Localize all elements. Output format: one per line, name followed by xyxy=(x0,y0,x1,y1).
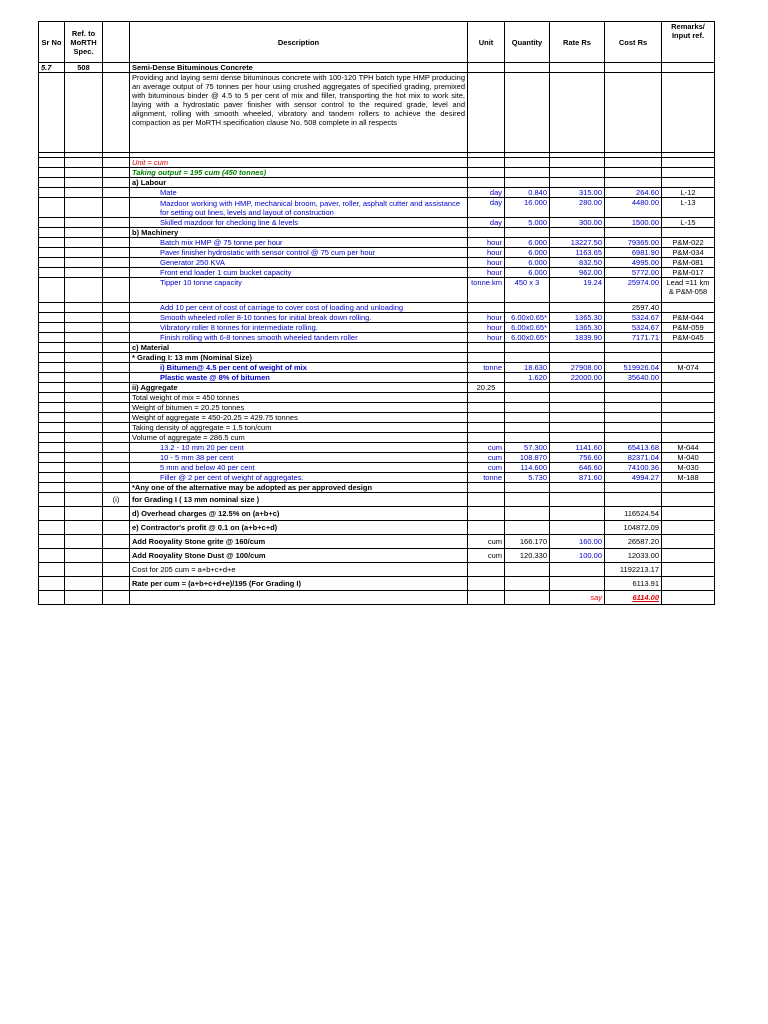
machinery-heading: b) Machinery xyxy=(130,228,468,238)
summary-roman: (i) xyxy=(103,493,130,507)
grading-summary: for Grading I ( 13 mm nominal size ) xyxy=(130,493,468,507)
machinery-cost: 2597.40 xyxy=(605,303,662,313)
aggregate-note: Weight of bitumen = 20.25 tonnes xyxy=(130,403,468,413)
plastic-ref xyxy=(662,373,715,383)
aggregate-ref: M-188 xyxy=(662,473,715,483)
machinery-rate: 962.00 xyxy=(550,268,605,278)
royalty-dust-cost: 12033.00 xyxy=(605,549,662,563)
aggregate-ref: M-044 xyxy=(662,443,715,453)
cost-for-label: Cost for 205 cum = a+b+c+d+e xyxy=(130,563,468,577)
machinery-desc: Add 10 per cent of cost of carriage to cover cost of loading and unloading xyxy=(130,303,468,313)
machinery-ref: Lead =11 km & P&M-058 xyxy=(662,278,715,303)
aggregate-qty: 108.870 xyxy=(505,453,550,463)
aggregate-desc: 13.2 - 10 mm 20 per cent xyxy=(130,443,468,453)
aggregate-heading-row xyxy=(39,383,715,393)
plastic-desc: Plastic waste @ 8% of bitumen xyxy=(130,373,468,383)
table-row xyxy=(39,303,715,313)
royalty-dust-row xyxy=(39,549,715,563)
machinery-cost: 7171.71 xyxy=(605,333,662,343)
machinery-desc: Generator 250 KVA xyxy=(130,258,468,268)
table-row xyxy=(39,443,715,453)
material-heading-row xyxy=(39,343,715,353)
aggregate-desc: 10 - 5 mm 38 per cent xyxy=(130,453,468,463)
machinery-unit: hour xyxy=(468,248,505,258)
overhead-cost: 116524.54 xyxy=(605,507,662,521)
machinery-cost: 4995.00 xyxy=(605,258,662,268)
labour-rate: 315.00 xyxy=(550,188,605,198)
labour-desc: Mazdoor working with HMP, mechanical broom, paver, roller, asphalt cutter and assistance for setting out lines, levels and layout of construction xyxy=(130,198,468,218)
machinery-cost: 25974.00 xyxy=(605,278,662,303)
machinery-unit: hour xyxy=(468,333,505,343)
aggregate-cost: 4994.27 xyxy=(605,473,662,483)
machinery-desc: Front end loader 1 cum bucket capacity xyxy=(130,268,468,278)
machinery-qty: 6.000 xyxy=(505,268,550,278)
machinery-qty: 6.000 xyxy=(505,238,550,248)
item-title-row xyxy=(39,63,715,73)
rate-per-cum-row xyxy=(39,577,715,591)
header-remarks: Remarks/ Input ref. xyxy=(662,22,715,63)
rate-per-cum-label: Rate per cum = (a+b+c+d+e)/195 (For Grading I) xyxy=(130,577,468,591)
grading-row xyxy=(39,353,715,363)
aggregate-unit: tonne xyxy=(468,473,505,483)
table-row xyxy=(39,258,715,268)
royalty-dust-label: Add Rooyality Stone Dust @ 100/cum xyxy=(130,549,468,563)
aggregate-note: Taking density of aggregate = 1.5 ton/cum xyxy=(130,423,468,433)
overhead-row xyxy=(39,507,715,521)
header-ref: Ref. to MoRTH Spec. xyxy=(65,22,103,63)
machinery-qty xyxy=(505,303,550,313)
say-value: 6114.00 xyxy=(605,591,662,605)
bitumen-rate: 27908.00 xyxy=(550,363,605,373)
table-row xyxy=(39,373,715,383)
item-title: Semi-Dense Bituminous Concrete xyxy=(130,63,468,73)
table-row xyxy=(39,278,715,303)
machinery-cost: 5324.67 xyxy=(605,323,662,333)
machinery-qty: 6.000 xyxy=(505,248,550,258)
table-row xyxy=(39,248,715,258)
machinery-rate: 832.50 xyxy=(550,258,605,268)
material-heading: c) Material xyxy=(130,343,468,353)
rate-analysis-sheet xyxy=(38,21,714,605)
labour-qty: 0.840 xyxy=(505,188,550,198)
machinery-desc: Batch mix HMP @ 75 tonne per hour xyxy=(130,238,468,248)
machinery-rate: 13227.50 xyxy=(550,238,605,248)
royalty-grit-cost: 26587.20 xyxy=(605,535,662,549)
labour-qty: 16.000 xyxy=(505,198,550,218)
table-row xyxy=(39,188,715,198)
machinery-qty: 6.00x0.65* xyxy=(505,323,550,333)
labour-ref: L-12 xyxy=(662,188,715,198)
note-row xyxy=(39,403,715,413)
aggregate-qty: 5.730 xyxy=(505,473,550,483)
say-label: say xyxy=(550,591,605,605)
machinery-rate: 1365.30 xyxy=(550,323,605,333)
table-row xyxy=(39,453,715,463)
machinery-unit: hour xyxy=(468,313,505,323)
grading-summary-row xyxy=(39,493,715,507)
cost-for-row xyxy=(39,563,715,577)
profit-row xyxy=(39,521,715,535)
machinery-ref xyxy=(662,303,715,313)
machinery-ref: P&M-017 xyxy=(662,268,715,278)
aggregate-rate: 1141.60 xyxy=(550,443,605,453)
table-row xyxy=(39,313,715,323)
plastic-qty: 1.620 xyxy=(505,373,550,383)
labour-unit: day xyxy=(468,218,505,228)
royalty-grit-label: Add Rooyality Stone grite @ 160/cum xyxy=(130,535,468,549)
machinery-rate: 1365.30 xyxy=(550,313,605,323)
item-specification: Providing and laying semi dense bituminous concrete with 100-120 TPH batch type HMP producing an average output of 75 tonnes per hour using crushed aggregates of specified grading, premixed with bituminous binder @ 4.5 to 5 per cent of mix and filler, transporting the hot mix to work site, laying with a hydrostatic paver finisher with sensor control to the required grade, level and alignment, rolling with smooth wheeled, vibratory and tandem rollers to achieve the desired compaction as per MoRTH specification clause No. 508 complete in all respects xyxy=(130,73,468,153)
labour-desc: Mate xyxy=(130,188,468,198)
machinery-qty: 450 x 3 xyxy=(505,278,550,303)
royalty-grit-unit: cum xyxy=(468,535,505,549)
machinery-ref: P&M-059 xyxy=(662,323,715,333)
aggregate-rate: 871.60 xyxy=(550,473,605,483)
rate-analysis-table xyxy=(38,21,715,605)
machinery-ref: P&M-044 xyxy=(662,313,715,323)
royalty-grit-row xyxy=(39,535,715,549)
header-cost: Cost Rs xyxy=(605,22,662,63)
machinery-cost: 6981.90 xyxy=(605,248,662,258)
aggregate-desc: Filler @ 2 per cent of weight of aggregates. xyxy=(130,473,468,483)
machinery-desc: Finish rolling with 6-8 tonnes smooth wheeled tandem roller xyxy=(130,333,468,343)
aggregate-note: Volume of aggregate = 286.5 cum xyxy=(130,433,468,443)
table-row xyxy=(39,198,715,218)
machinery-desc: Smooth wheeled roller 8-10 tonnes for initial break down rolling. xyxy=(130,313,468,323)
royalty-dust-rate: 100.00 xyxy=(550,549,605,563)
aggregate-unit: cum xyxy=(468,443,505,453)
labour-unit: day xyxy=(468,198,505,218)
bitumen-ref: M-074 xyxy=(662,363,715,373)
aggregate-note: Total weight of mix = 450 tonnes xyxy=(130,393,468,403)
table-row xyxy=(39,323,715,333)
royalty-grit-rate: 160.00 xyxy=(550,535,605,549)
note-row xyxy=(39,393,715,403)
machinery-rate xyxy=(550,303,605,313)
header-row xyxy=(39,22,715,63)
say-row xyxy=(39,591,715,605)
table-row xyxy=(39,473,715,483)
machinery-qty: 6.00x0.65* xyxy=(505,333,550,343)
note-row xyxy=(39,423,715,433)
machinery-desc: Paver finisher hydrostatic with sensor control @ 75 cum per hour xyxy=(130,248,468,258)
header-sr-no: Sr No xyxy=(39,22,65,63)
table-row xyxy=(39,268,715,278)
labour-rate: 300.00 xyxy=(550,218,605,228)
labour-qty: 5.000 xyxy=(505,218,550,228)
aggregate-rate: 646.60 xyxy=(550,463,605,473)
aggregate-cost: 74100.36 xyxy=(605,463,662,473)
aggregate-unit: cum xyxy=(468,463,505,473)
machinery-rate: 1163.65 xyxy=(550,248,605,258)
table-row xyxy=(39,333,715,343)
labour-heading-row xyxy=(39,178,715,188)
taking-output-row xyxy=(39,168,715,178)
machinery-unit xyxy=(468,303,505,313)
aggregate-qty: 114.600 xyxy=(505,463,550,473)
machinery-cost: 5772.00 xyxy=(605,268,662,278)
machinery-desc: Vibratory roller 8 tonnes for intermediate rolling. xyxy=(130,323,468,333)
labour-ref: L-15 xyxy=(662,218,715,228)
machinery-qty: 6.00x0.65* xyxy=(505,313,550,323)
machinery-unit: hour xyxy=(468,323,505,333)
unit-line: Unit = cum xyxy=(130,158,468,168)
machinery-rate: 19.24 xyxy=(550,278,605,303)
royalty-dust-unit: cum xyxy=(468,549,505,563)
rate-per-cum-value: 6113.91 xyxy=(605,577,662,591)
bitumen-cost: 519926.04 xyxy=(605,363,662,373)
table-row xyxy=(39,218,715,228)
header-unit: Unit xyxy=(468,22,505,63)
profit-label: e) Contractor's profit @ 0.1 on (a+b+c+d) xyxy=(130,521,468,535)
aggregate-cost: 82371.04 xyxy=(605,453,662,463)
unit-row xyxy=(39,158,715,168)
item-spec-row xyxy=(39,73,715,153)
machinery-cost: 79365.00 xyxy=(605,238,662,248)
plastic-rate: 22000.00 xyxy=(550,373,605,383)
table-row xyxy=(39,463,715,473)
table-row xyxy=(39,238,715,248)
machinery-ref: P&M-081 xyxy=(662,258,715,268)
aggregate-qty: 57.300 xyxy=(505,443,550,453)
machinery-cost: 5324.67 xyxy=(605,313,662,323)
labour-cost: 1500.00 xyxy=(605,218,662,228)
labour-cost: 264.60 xyxy=(605,188,662,198)
bitumen-desc: i) Bitumen@ 4.5 per cent of weight of mix xyxy=(130,363,468,373)
item-ref: 508 xyxy=(65,63,103,73)
royalty-dust-qty: 120.330 xyxy=(505,549,550,563)
aggregate-ref: M-040 xyxy=(662,453,715,463)
aggregate-ref: M-030 xyxy=(662,463,715,473)
labour-ref: L-13 xyxy=(662,198,715,218)
bitumen-unit: tonne xyxy=(468,363,505,373)
bitumen-qty: 18.630 xyxy=(505,363,550,373)
labour-rate: 280.00 xyxy=(550,198,605,218)
aggregate-cost: 65413.68 xyxy=(605,443,662,453)
plastic-cost: 35640.00 xyxy=(605,373,662,383)
aggregate-rate: 756.60 xyxy=(550,453,605,463)
machinery-ref: P&M-045 xyxy=(662,333,715,343)
header-description: Description xyxy=(130,22,468,63)
alternative-note: *Any one of the alternative may be adopted as per approved design xyxy=(130,483,468,493)
overhead-label: d) Overhead charges @ 12.5% on (a+b+c) xyxy=(130,507,468,521)
labour-cost: 4480.00 xyxy=(605,198,662,218)
note-row xyxy=(39,413,715,423)
machinery-unit: hour xyxy=(468,258,505,268)
header-rate: Rate Rs xyxy=(550,22,605,63)
machinery-unit: hour xyxy=(468,238,505,248)
taking-output: Taking output = 195 cum (450 tonnes) xyxy=(130,168,468,178)
aggregate-unit-value: 20.25 xyxy=(468,383,505,393)
labour-heading: a) Labour xyxy=(130,178,468,188)
grading-heading: * Grading I: 13 mm (Nominal Size) xyxy=(130,353,468,363)
table-row xyxy=(39,363,715,373)
machinery-unit: tonne.km xyxy=(468,278,505,303)
machinery-desc: Tipper 10 tonne capacity xyxy=(130,278,468,303)
aggregate-note: Weight of aggregate = 450-20.25 = 429.75 tonnes xyxy=(130,413,468,423)
machinery-unit: hour xyxy=(468,268,505,278)
header-quantity: Quantity xyxy=(505,22,550,63)
machinery-qty: 6.000 xyxy=(505,258,550,268)
labour-unit: day xyxy=(468,188,505,198)
aggregate-heading: ii) Aggregate xyxy=(130,383,468,393)
machinery-ref: P&M-034 xyxy=(662,248,715,258)
alternative-note-row xyxy=(39,483,715,493)
cost-for-value: 1192213.17 xyxy=(605,563,662,577)
aggregate-unit: cum xyxy=(468,453,505,463)
plastic-unit xyxy=(468,373,505,383)
royalty-grit-qty: 166.170 xyxy=(505,535,550,549)
machinery-rate: 1839.90 xyxy=(550,333,605,343)
labour-desc: Skilled mazdoor for checking line & levels xyxy=(130,218,468,228)
note-row xyxy=(39,433,715,443)
profit-cost: 104872.09 xyxy=(605,521,662,535)
item-sr-no: 5.7 xyxy=(39,63,65,73)
machinery-heading-row xyxy=(39,228,715,238)
aggregate-desc: 5 mm and below 40 per cent xyxy=(130,463,468,473)
machinery-ref: P&M-022 xyxy=(662,238,715,248)
